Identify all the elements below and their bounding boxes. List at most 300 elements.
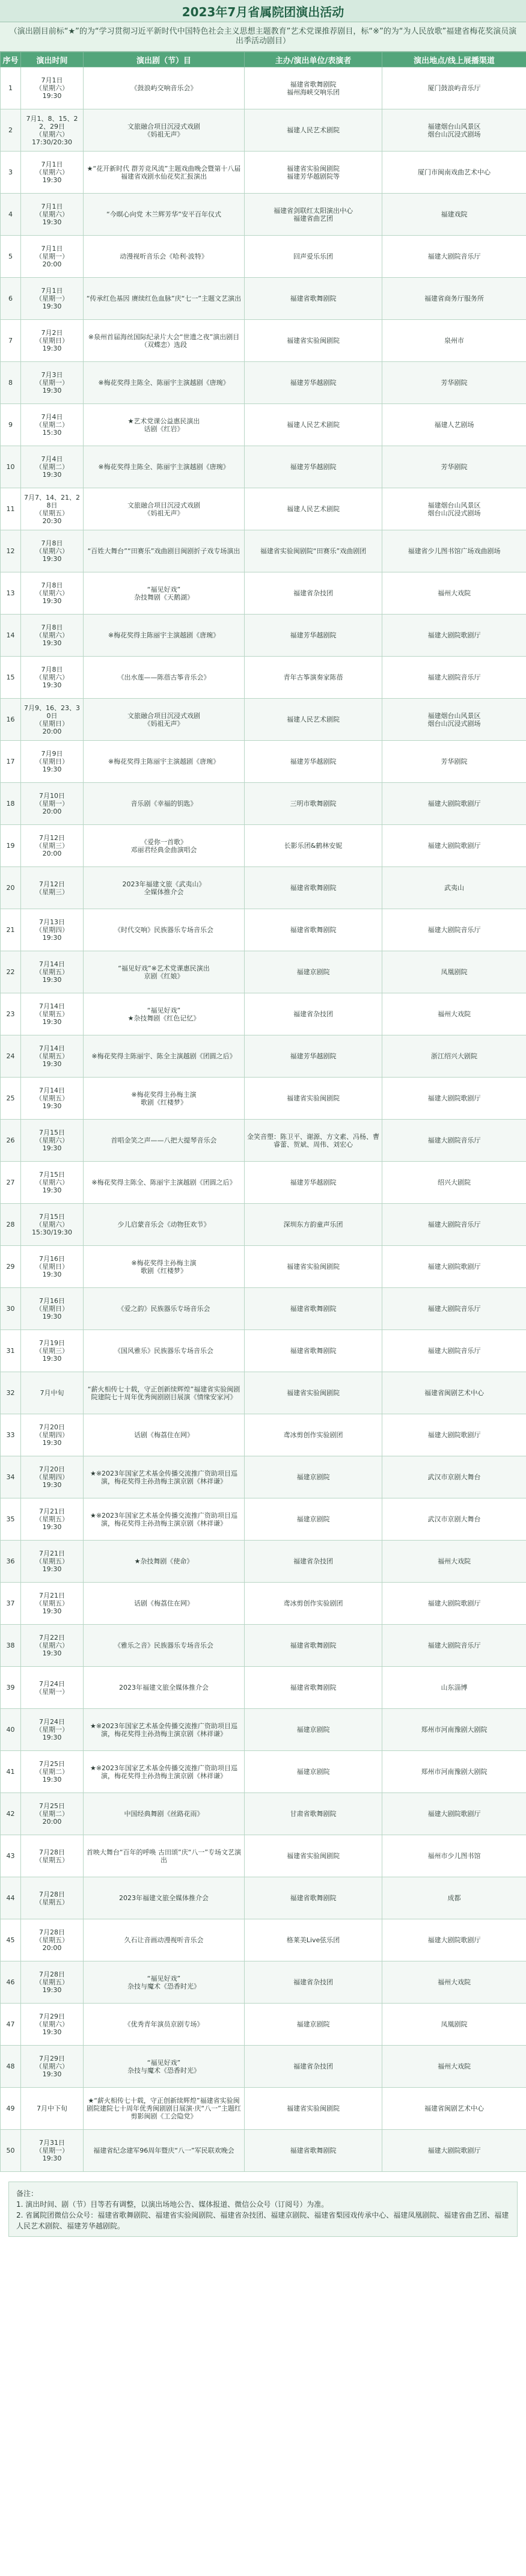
- cell-program: “福见好戏”※艺术党课惠民演出 京剧《红娘》: [84, 951, 245, 993]
- cell-no: 34: [1, 1456, 21, 1498]
- cell-no: 44: [1, 1877, 21, 1919]
- cell-program: 《优秀青年演员京剧专场》: [84, 2004, 245, 2046]
- cell-org: 福建省歌舞剧院: [245, 1625, 382, 1667]
- cell-venue: 福建大剧院歌剧厅: [382, 825, 526, 867]
- cell-no: 2: [1, 109, 21, 152]
- cell-no: 26: [1, 1120, 21, 1162]
- cell-venue: 福建大剧院歌剧厅: [382, 1583, 526, 1625]
- cell-no: 46: [1, 1961, 21, 2004]
- cell-program: 文旅融合项目沉浸式戏剧 《妈祖无声》: [84, 109, 245, 152]
- cell-org: 福建省实验闽剧院: [245, 2088, 382, 2130]
- cell-program: 《鼓浪屿交响音乐会》: [84, 67, 245, 109]
- page-title: 2023年7月省属院团演出活动: [0, 0, 526, 22]
- cell-venue: 福建省商务厅服务所: [382, 278, 526, 320]
- cell-program: ★※2023年国家艺术基金传播交流推广资助项目巡演，梅花奖得主孙劲梅主演京剧《林祥谦》: [84, 1709, 245, 1751]
- cell-org: 福建京剧院: [245, 2004, 382, 2046]
- table-row: [1, 993, 526, 1035]
- cell-no: 7: [1, 320, 21, 362]
- cell-program: ★“薪火相传七十载，守正创新续辉煌”福建省实验闽剧院建院七十周年优秀闽剧剧目展演·庆“八一”主题红剪影闽剧《工会隐党》: [84, 2088, 245, 2130]
- table-row: [1, 2130, 526, 2172]
- cell-venue: 福建人艺剧场: [382, 404, 526, 446]
- cell-venue: 福建大剧院歌剧厅: [382, 1793, 526, 1835]
- cell-org: 福建省剑联红太阳演出中心 福建省曲艺团: [245, 194, 382, 236]
- cell-no: 25: [1, 1078, 21, 1120]
- cell-program: 话剧《梅荔住在网》: [84, 1583, 245, 1625]
- cell-time: 7月9日 （星期日） 19:30: [21, 741, 84, 783]
- cell-venue: 厦门市闽南戏曲艺术中心: [382, 152, 526, 194]
- legend-note: （演出剧目前标“★”的为“学习贯彻习近平新时代中国特色社会主义思想主题教育”艺术党课推荐剧目，标“※”的为“为人民放歌”福建省梅花奖演员演出季活动剧目）: [0, 22, 526, 52]
- table-row: [1, 1877, 526, 1919]
- cell-no: 12: [1, 530, 21, 572]
- cell-time: 7月12日 （星期三） 20:00: [21, 825, 84, 867]
- cell-venue: 福建大剧院歌剧厅: [382, 1246, 526, 1288]
- table-row: [1, 194, 526, 236]
- cell-program: 2023年福建文旅全媒体推介会: [84, 1877, 245, 1919]
- cell-org: 福建省杂技团: [245, 1541, 382, 1583]
- col-header-no: 序号: [1, 52, 21, 67]
- cell-org: 福建省歌舞剧院: [245, 1288, 382, 1330]
- cell-venue: 泉州市: [382, 320, 526, 362]
- cell-program: ※泉州首届海丝国际纪录片大会“世遗之夜”演出剧目（双蝶恋）选段: [84, 320, 245, 362]
- table-row: [1, 446, 526, 488]
- cell-program: ※梅花奖得主陈丽宇、陈全主演越剧《团圆之后》: [84, 1035, 245, 1078]
- table-row: [1, 530, 526, 572]
- cell-time: 7月19日 （星期三） 19:30: [21, 1330, 84, 1372]
- table-row: [1, 1667, 526, 1709]
- cell-program: 首唱金笑之声——八把大提琴音乐会: [84, 1120, 245, 1162]
- cell-org: 福建芳华越剧院: [245, 615, 382, 657]
- cell-time: 7月29日 （星期六） 19:30: [21, 2004, 84, 2046]
- cell-org: 福建人民艺术剧院: [245, 109, 382, 152]
- cell-venue: 福建大剧院歌剧厅: [382, 1078, 526, 1120]
- table-row: [1, 1120, 526, 1162]
- cell-no: 37: [1, 1583, 21, 1625]
- table-row: [1, 1751, 526, 1793]
- cell-venue: 武汉市京剧大舞台: [382, 1498, 526, 1541]
- cell-program: “福见好戏” ★杂技舞剧《红色记忆》: [84, 993, 245, 1035]
- cell-program: 中国经典舞剧《丝路花雨》: [84, 1793, 245, 1835]
- cell-program: “福见好戏” 杂技与魔术《恐香时光》: [84, 1961, 245, 2004]
- cell-time: 7月16日 （星期日） 19:30: [21, 1288, 84, 1330]
- cell-program: ★艺术党课公益惠民演出 话剧《红岩》: [84, 404, 245, 446]
- table-row: [1, 2046, 526, 2088]
- cell-org: 深圳东方韵童声乐团: [245, 1204, 382, 1246]
- cell-time: 7月24日 （星期一） 19:30: [21, 1709, 84, 1751]
- cell-time: 7月28日 （星期五） 19:30: [21, 1961, 84, 2004]
- cell-org: 福建芳华越剧院: [245, 1162, 382, 1204]
- cell-no: 6: [1, 278, 21, 320]
- cell-venue: 福建大剧院歌剧厅: [382, 615, 526, 657]
- cell-time: 7月20日 （星期四） 19:30: [21, 1414, 84, 1456]
- cell-program: 《国风雅乐》民族器乐专场音乐会: [84, 1330, 245, 1372]
- cell-time: 7月8日 （星期六） 19:30: [21, 657, 84, 699]
- col-header-time: 演出时间: [21, 52, 84, 67]
- table-row: [1, 1793, 526, 1835]
- cell-org: 福建芳华越剧院: [245, 446, 382, 488]
- cell-venue: 福建大剧院音乐厅: [382, 1204, 526, 1246]
- cell-venue: 凤凰剧院: [382, 2004, 526, 2046]
- cell-no: 42: [1, 1793, 21, 1835]
- cell-program: ※梅花奖得主孙梅主演 歌剧《红楼梦》: [84, 1078, 245, 1120]
- cell-org: 福建省实验闽剧院: [245, 1372, 382, 1414]
- cell-no: 4: [1, 194, 21, 236]
- cell-org: 福建芳华越剧院: [245, 1035, 382, 1078]
- cell-venue: 福建省少儿图书馆广场戏曲剧场: [382, 530, 526, 572]
- table-row: [1, 615, 526, 657]
- table-row: [1, 1498, 526, 1541]
- cell-venue: 山东淄博: [382, 1667, 526, 1709]
- cell-venue: 郑州市河南豫剧大剧院: [382, 1751, 526, 1793]
- cell-no: 36: [1, 1541, 21, 1583]
- cell-program: 《爱之韵》民族器乐专场音乐会: [84, 1288, 245, 1330]
- cell-no: 41: [1, 1751, 21, 1793]
- cell-no: 22: [1, 951, 21, 993]
- cell-no: 23: [1, 993, 21, 1035]
- cell-venue: 芳华剧院: [382, 362, 526, 404]
- cell-no: 27: [1, 1162, 21, 1204]
- cell-time: 7月1日 （星期一） 20:00: [21, 236, 84, 278]
- cell-time: 7月4日 （星期二） 15:30: [21, 404, 84, 446]
- table-row: [1, 741, 526, 783]
- cell-time: 7月8日 （星期六） 19:30: [21, 572, 84, 615]
- cell-org: 福建省实验闽剧院: [245, 1078, 382, 1120]
- cell-venue: 福州大戏院: [382, 1961, 526, 2004]
- cell-program: 话剧《梅荔住在网》: [84, 1414, 245, 1456]
- table-row: [1, 320, 526, 362]
- table-row: [1, 1078, 526, 1120]
- table-row: [1, 783, 526, 825]
- table-row: [1, 236, 526, 278]
- cell-org: 青年古筝演奏家陈蓓: [245, 657, 382, 699]
- cell-no: 38: [1, 1625, 21, 1667]
- cell-org: 福建省实验闽剧院: [245, 1835, 382, 1877]
- cell-venue: 芳华剧院: [382, 446, 526, 488]
- cell-venue: 厦门鼓浪屿音乐厅: [382, 67, 526, 109]
- cell-venue: 福建大剧院音乐厅: [382, 657, 526, 699]
- cell-venue: 福建大剧院音乐厅: [382, 909, 526, 951]
- table-row: [1, 1035, 526, 1078]
- cell-org: 福建省杂技团: [245, 572, 382, 615]
- table-row: [1, 825, 526, 867]
- cell-time: 7月14日 （星期五） 19:30: [21, 993, 84, 1035]
- cell-venue: 福州大戏院: [382, 1541, 526, 1583]
- cell-venue: 福州大戏院: [382, 993, 526, 1035]
- cell-time: 7月28日 （星期五）: [21, 1835, 84, 1877]
- cell-program: “福见好戏” 杂技与魔术《恐香时光》: [84, 2046, 245, 2088]
- cell-program: 首映大舞台“百年的呼唤 古田颂”庆“八一”专场文艺演出: [84, 1835, 245, 1877]
- cell-time: 7月12日 （星期三）: [21, 867, 84, 909]
- cell-no: 29: [1, 1246, 21, 1288]
- cell-time: 7月中下旬: [21, 2088, 84, 2130]
- cell-venue: 福建烟台山风景区 烟台山沉浸式剧场: [382, 109, 526, 152]
- cell-no: 31: [1, 1330, 21, 1372]
- cell-venue: 福州大戏院: [382, 2046, 526, 2088]
- cell-no: 49: [1, 2088, 21, 2130]
- cell-program: 福建省纪念建军96周年暨庆“八一”军民联欢晚会: [84, 2130, 245, 2172]
- cell-no: 9: [1, 404, 21, 446]
- cell-org: 福建省歌舞剧院: [245, 867, 382, 909]
- cell-venue: 福州市少儿图书馆: [382, 1835, 526, 1877]
- table-row: [1, 951, 526, 993]
- cell-program: “今暝心向党 木兰辉芳华”安平百年仪式: [84, 194, 245, 236]
- cell-no: 13: [1, 572, 21, 615]
- table-body: [1, 67, 526, 2172]
- cell-time: 7月28日 （星期五） 20:00: [21, 1919, 84, 1961]
- cell-org: 福建省实验闽剧院 福建芳华越剧院等: [245, 152, 382, 194]
- cell-no: 16: [1, 699, 21, 741]
- cell-time: 7月15日 （星期六） 15:30/19:30: [21, 1204, 84, 1246]
- cell-program: “薪火相传七十载，守正创新续辉煌”福建省实验闽剧院建院七十周年优秀闽剧剧目展演《情缘安家河》: [84, 1372, 245, 1414]
- cell-time: 7月20日 （星期四） 19:30: [21, 1456, 84, 1498]
- cell-org: 福建人民艺术剧院: [245, 699, 382, 741]
- cell-time: 7月4日 （星期二） 19:30: [21, 446, 84, 488]
- cell-program: ★※2023年国家艺术基金传播交流推广资助项目巡演，梅花奖得主孙劲梅主演京剧《林祥谦》: [84, 1456, 245, 1498]
- table-row: [1, 1204, 526, 1246]
- cell-program: 动漫视听音乐会《哈利·波特》: [84, 236, 245, 278]
- cell-org: 福建省实验闽剧院: [245, 320, 382, 362]
- table-row: [1, 699, 526, 741]
- table-row: [1, 1625, 526, 1667]
- cell-time: 7月10日 （星期一） 20:00: [21, 783, 84, 825]
- cell-no: 35: [1, 1498, 21, 1541]
- cell-no: 50: [1, 2130, 21, 2172]
- cell-org: 甘肃省歌舞剧院: [245, 1793, 382, 1835]
- cell-time: 7月15日 （星期六） 19:30: [21, 1162, 84, 1204]
- cell-program: 久石让音画动漫视听音乐会: [84, 1919, 245, 1961]
- table-row: [1, 867, 526, 909]
- cell-time: 7月8日 （星期六） 19:30: [21, 615, 84, 657]
- cell-time: 7月1日 （星期一） 19:30: [21, 278, 84, 320]
- cell-org: 鸢冰剪创作实验剧团: [245, 1583, 382, 1625]
- col-header-venue: 演出地点/线上展播渠道: [382, 52, 526, 67]
- cell-no: 8: [1, 362, 21, 404]
- cell-time: 7月1日 （星期六） 19:30: [21, 67, 84, 109]
- table-row: [1, 1835, 526, 1877]
- table-row: [1, 1372, 526, 1414]
- cell-program: 《出水莲——陈蓓古筝音乐会》: [84, 657, 245, 699]
- table-row: [1, 1288, 526, 1330]
- cell-org: 福建省歌舞剧院: [245, 1667, 382, 1709]
- cell-time: 7月1、8、15、22、29日 （星期六） 17:30/20:30: [21, 109, 84, 152]
- cell-no: 15: [1, 657, 21, 699]
- cell-org: 福建人民艺术剧院: [245, 404, 382, 446]
- cell-venue: 福建大剧院音乐厅: [382, 1288, 526, 1330]
- cell-venue: 凤凰剧院: [382, 951, 526, 993]
- cell-org: 福建芳华越剧院: [245, 741, 382, 783]
- cell-venue: 福建大剧院音乐厅: [382, 1625, 526, 1667]
- cell-program: ★※2023年国家艺术基金传播交流推广资助项目巡演，梅花奖得主孙劲梅主演京剧《林祥谦》: [84, 1751, 245, 1793]
- cell-program: ★杂技舞剧《使命》: [84, 1541, 245, 1583]
- cell-program: “福见好戏” 杂技舞剧《天鹅湖》: [84, 572, 245, 615]
- col-header-org: 主办/演出单位/表演者: [245, 52, 382, 67]
- table-row: [1, 2004, 526, 2046]
- cell-no: 32: [1, 1372, 21, 1414]
- cell-time: 7月14日 （星期五） 19:30: [21, 1078, 84, 1120]
- cell-no: 30: [1, 1288, 21, 1330]
- cell-venue: 福建省闽剧艺术中心: [382, 2088, 526, 2130]
- cell-org: 三明市歌舞剧院: [245, 783, 382, 825]
- table-row: [1, 909, 526, 951]
- cell-program: ※梅花奖得主陈丽宇主演越剧《唐琬》: [84, 741, 245, 783]
- cell-venue: 芳华剧院: [382, 741, 526, 783]
- cell-program: 《爱你一首歌》 邓丽君经典金曲演唱会: [84, 825, 245, 867]
- cell-org: 福建人民艺术剧院: [245, 488, 382, 530]
- cell-org: 福建省杂技团: [245, 2046, 382, 2088]
- cell-time: 7月28日 （星期五）: [21, 1877, 84, 1919]
- cell-org: 福建省歌舞剧院: [245, 1877, 382, 1919]
- cell-program: 《雅乐之音》民族器乐专场音乐会: [84, 1625, 245, 1667]
- cell-venue: 福建大剧院歌剧厅: [382, 1414, 526, 1456]
- cell-org: 福建省杂技团: [245, 993, 382, 1035]
- cell-time: 7月25日 （星期二） 20:00: [21, 1793, 84, 1835]
- cell-no: 17: [1, 741, 21, 783]
- cell-no: 11: [1, 488, 21, 530]
- cell-time: 7月3日 （星期一） 19:30: [21, 362, 84, 404]
- cell-program: ※梅花奖得主陈丽宇主演越剧《唐琬》: [84, 615, 245, 657]
- cell-time: 7月29日 （星期六） 19:30: [21, 2046, 84, 2088]
- cell-org: 福建京剧院: [245, 1709, 382, 1751]
- table-row: [1, 1162, 526, 1204]
- cell-org: 福建京剧院: [245, 1498, 382, 1541]
- cell-venue: 武汉市京剧大舞台: [382, 1456, 526, 1498]
- cell-program: 音乐剧《幸福的钥匙》: [84, 783, 245, 825]
- cell-time: 7月16日 （星期日） 19:30: [21, 1246, 84, 1288]
- cell-no: 20: [1, 867, 21, 909]
- table-row: [1, 362, 526, 404]
- table-row: [1, 657, 526, 699]
- cell-org: 金笑音塑：陈卫平、谢源、方文素、冯杨、曹睿蕾、贺斌、周伟、刘宏心: [245, 1120, 382, 1162]
- cell-time: 7月9、16、23、30日 （星期日） 20:00: [21, 699, 84, 741]
- cell-venue: 福建大剧院歌剧厅: [382, 2130, 526, 2172]
- cell-time: 7月8日 （星期六） 19:30: [21, 530, 84, 572]
- cell-no: 14: [1, 615, 21, 657]
- col-header-program: 演出剧（节）目: [84, 52, 245, 67]
- cell-no: 39: [1, 1667, 21, 1709]
- cell-no: 5: [1, 236, 21, 278]
- cell-no: 33: [1, 1414, 21, 1456]
- cell-org: 福建京剧院: [245, 1456, 382, 1498]
- table-row: [1, 152, 526, 194]
- cell-time: 7月25日 （星期二） 19:30: [21, 1751, 84, 1793]
- cell-org: 福建芳华越剧院: [245, 362, 382, 404]
- cell-time: 7月31日 （星期一） 19:30: [21, 2130, 84, 2172]
- table-row: [1, 1961, 526, 2004]
- cell-venue: 郑州市河南豫剧大剧院: [382, 1709, 526, 1751]
- cell-venue: 福建大剧院音乐厅: [382, 1120, 526, 1162]
- schedule-table: [0, 52, 526, 2172]
- cell-time: 7月24日 （星期一）: [21, 1667, 84, 1709]
- cell-no: 40: [1, 1709, 21, 1751]
- cell-time: 7月中旬: [21, 1372, 84, 1414]
- table-row: [1, 278, 526, 320]
- cell-program: 文旅融合项目沉浸式戏剧 《妈祖无声》: [84, 699, 245, 741]
- cell-venue: 武夷山: [382, 867, 526, 909]
- cell-no: 47: [1, 2004, 21, 2046]
- cell-time: 7月22日 （星期六） 19:30: [21, 1625, 84, 1667]
- cell-time: 7月2日 （星期日） 19:30: [21, 320, 84, 362]
- cell-no: 43: [1, 1835, 21, 1877]
- cell-time: 7月21日 （星期五） 19:30: [21, 1583, 84, 1625]
- cell-venue: 福建省闽剧艺术中心: [382, 1372, 526, 1414]
- cell-venue: 福建大剧院音乐厅: [382, 236, 526, 278]
- cell-time: 7月7、14、21、28日 （星期五） 20:30: [21, 488, 84, 530]
- table-row: [1, 1414, 526, 1456]
- cell-venue: 浙江绍兴大剧院: [382, 1035, 526, 1078]
- cell-program: ★“花开新时代 群芳竞风流”主题戏曲晚会暨第十八届福建省戏剧水仙花奖汇报演出: [84, 152, 245, 194]
- cell-no: 10: [1, 446, 21, 488]
- cell-no: 48: [1, 2046, 21, 2088]
- cell-program: 2023年福建文旅全媒体推介会: [84, 1667, 245, 1709]
- cell-org: 福建省实验闽剧院: [245, 1246, 382, 1288]
- cell-no: 3: [1, 152, 21, 194]
- cell-program: ★※2023年国家艺术基金传播交流推广资助项目巡演，梅花奖得主孙劲梅主演京剧《林祥谦》: [84, 1498, 245, 1541]
- cell-org: 福建京剧院: [245, 1751, 382, 1793]
- table-row: [1, 1456, 526, 1498]
- cell-program: ※梅花奖得主陈全、陈丽宇主演越剧《唐琬》: [84, 362, 245, 404]
- table-header-row: [1, 52, 526, 67]
- cell-program: 文旅融合项目沉浸式戏剧 《妈祖无声》: [84, 488, 245, 530]
- table-row: [1, 404, 526, 446]
- table-row: [1, 2088, 526, 2130]
- cell-time: 7月1日 （星期六） 19:30: [21, 152, 84, 194]
- cell-org: 福建京剧院: [245, 951, 382, 993]
- cell-org: 福建省歌舞剧院: [245, 278, 382, 320]
- table-row: [1, 109, 526, 152]
- cell-venue: 福建烟台山风景区 烟台山沉浸式剧场: [382, 488, 526, 530]
- cell-org: 福建省歌舞剧院: [245, 2130, 382, 2172]
- cell-time: 7月14日 （星期五） 19:30: [21, 951, 84, 993]
- cell-time: 7月14日 （星期五） 19:30: [21, 1035, 84, 1078]
- cell-time: 7月1日 （星期六） 19:30: [21, 194, 84, 236]
- cell-venue: 成都: [382, 1877, 526, 1919]
- cell-venue: 福建大剧院歌剧厅: [382, 1919, 526, 1961]
- table-row: [1, 572, 526, 615]
- cell-org: 福建省歌舞剧院: [245, 909, 382, 951]
- cell-time: 7月15日 （星期六） 19:30: [21, 1120, 84, 1162]
- cell-venue: 绍兴大剧院: [382, 1162, 526, 1204]
- footnote: 备注： 1. 演出时间、剧（节）目等若有调整，以演出场地公告、媒体报道、微信公众号（订阅号）为准。 2. 省属院团微信公众号：福建省歌舞剧院、福建省实验闽剧院、福建省杂技团、福建京剧院、福建省梨园戏传承中心、福建凤凰剧院、福建省曲艺团、福建人民艺术剧院、福建芳华越剧院。: [8, 2182, 518, 2237]
- cell-program: 2023年福建文旅《武夷山》 全媒体推介会: [84, 867, 245, 909]
- cell-time: 7月21日 （星期五） 19:30: [21, 1498, 84, 1541]
- table-row: [1, 1541, 526, 1583]
- cell-venue: 福建烟台山风景区 烟台山沉浸式剧场: [382, 699, 526, 741]
- cell-no: 45: [1, 1919, 21, 1961]
- table-row: [1, 1709, 526, 1751]
- cell-program: “百姓大舞台”“田赛乐”戏曲剧目闽剧折子戏专场演出: [84, 530, 245, 572]
- cell-org: 回声爱乐乐团: [245, 236, 382, 278]
- cell-no: 19: [1, 825, 21, 867]
- cell-no: 28: [1, 1204, 21, 1246]
- table-row: [1, 1246, 526, 1288]
- cell-no: 1: [1, 67, 21, 109]
- cell-venue: 福州大戏院: [382, 572, 526, 615]
- cell-no: 24: [1, 1035, 21, 1078]
- cell-org: 鸢冰剪创作实验剧团: [245, 1414, 382, 1456]
- table-row: [1, 1330, 526, 1372]
- cell-time: 7月13日 （星期四） 19:30: [21, 909, 84, 951]
- cell-no: 21: [1, 909, 21, 951]
- cell-venue: 福建大剧院音乐厅: [382, 1330, 526, 1372]
- cell-venue: 福建戏院: [382, 194, 526, 236]
- cell-program: 少儿启蒙音乐会《动物狂欢节》: [84, 1204, 245, 1246]
- table-row: [1, 1583, 526, 1625]
- cell-venue: 福建大剧院歌剧厅: [382, 783, 526, 825]
- cell-program: 《时代交响》民族器乐专场音乐会: [84, 909, 245, 951]
- cell-org: 福建省杂技团: [245, 1961, 382, 2004]
- cell-org: 福建省实验闽剧院“田赛乐”戏曲剧团: [245, 530, 382, 572]
- table-row: [1, 488, 526, 530]
- cell-time: 7月21日 （星期五） 19:30: [21, 1541, 84, 1583]
